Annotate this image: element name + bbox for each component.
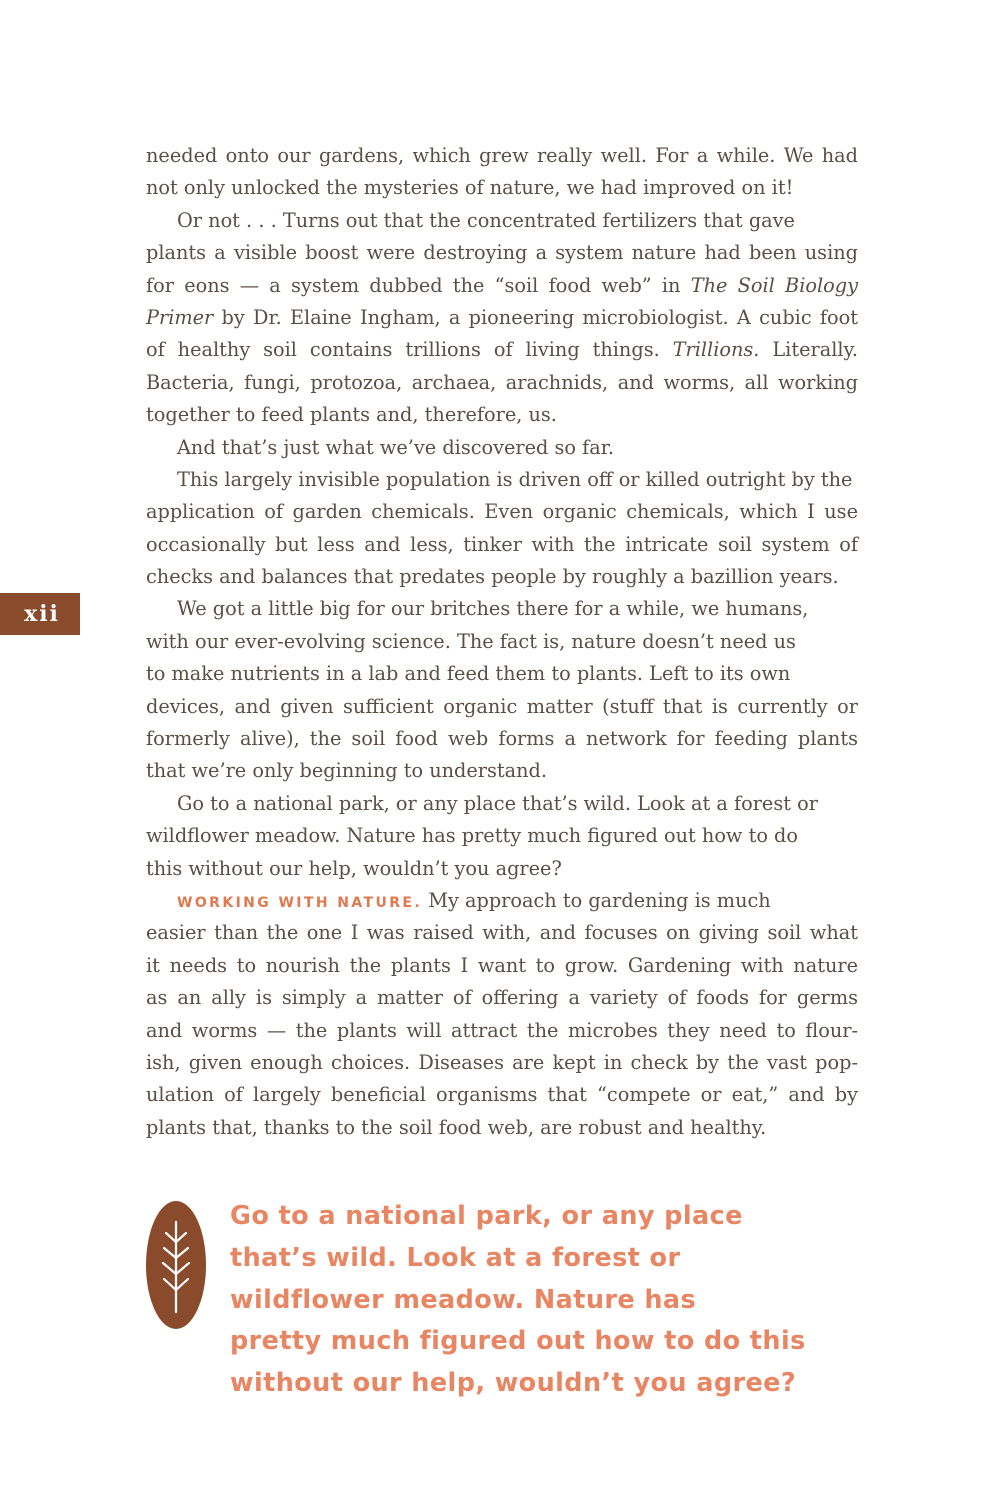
paragraph [146,464,858,594]
paragraph [146,140,858,205]
text-line: that we’re only beginning to understand. [146,759,548,783]
text-line: And that’s just what we’ve discovered so far. [177,435,615,459]
text-line: needed onto our gardens, which grew really well. For a while. We had [146,144,858,167]
text-line: formerly alive), the soil food web forms a network for feeding plants [146,727,858,751]
text-line: with our ever-evolving science. The fact is, nature doesn’t need us [146,629,796,653]
pullquote-line: without our help, wouldn’t you agree? [230,1368,797,1399]
text-line: ish, given enough choices. Diseases are kept in check by the vast pop- [146,1050,858,1074]
text-line: wildflower meadow. Nature has pretty much figured out how to do [146,824,799,848]
paragraph [146,788,858,885]
text-line: Primer by Dr. Elaine Ingham, a pioneering microbiologist. A cubic foot [146,305,858,329]
text-line: We got a little big for our britches there for a while, we humans, [177,597,809,621]
text-line: This largely invisible population is driven off or killed outright by the [177,467,853,491]
text-line: to make nutrients in a lab and feed them to plants. Left to its own [146,662,791,686]
text-line [146,885,858,917]
text-line: application of garden chemicals. Even organic chemicals, which I use [146,500,858,524]
paragraph [146,205,858,432]
text-line: and worms — the plants will attract the microbes they need to flour- [146,1018,858,1042]
paragraph [146,432,858,464]
text-line: plants a visible boost were destroying a system nature had been using [146,241,858,265]
text-line: easier than the one I was raised with, and focuses on giving soil what [146,921,858,945]
text-line: together to feed plants and, therefore, us. [146,403,557,427]
text-line: as an ally is simply a matter of offering a variety of foods for germs [146,986,858,1010]
text-line: not only unlocked the mysteries of nature, we had improved on it! [146,176,794,200]
pullquote-line: pretty much figured out how to do this [230,1326,806,1357]
leaf-icon [145,1200,207,1330]
text-line: this without our help, wouldn’t you agree? [146,856,562,880]
page-number-tab [0,593,80,635]
section-first-line: My approach to gardening is much [422,888,771,912]
pullquote-line: Go to a national park, or any place [230,1201,743,1231]
pullquote-line: that’s wild. Look at a forest or [230,1242,681,1273]
text-line: Go to a national park, or any place that’s wild. Look at a forest or [177,791,818,815]
page-number: xii [24,601,60,627]
pullquote [230,1196,870,1405]
text-line: it needs to nourish the plants I want to grow. Gardening with nature [146,953,858,977]
text-line: of healthy soil contains trillions of living things. Trillions. Literally. [146,338,858,362]
text-line: occasionally but less and less, tinker with the intricate soil system of [146,532,858,556]
paragraph [146,593,858,787]
pullquote-line: wildflower meadow. Nature has [230,1284,697,1315]
text-line: Or not . . . Turns out that the concentrated fertilizers that gave [177,208,795,232]
text-line: devices, and given sufficient organic matter (stuff that is currently or [146,694,858,718]
text-line: plants that, thanks to the soil food web, are robust and healthy. [146,1115,767,1139]
section-heading: WORKING WITH NATURE. [177,894,423,911]
text-line: for eons — a system dubbed the “soil food web” in The Soil Biology [146,273,858,297]
section-paragraph [146,885,858,1144]
text-line: checks and balances that predates people by roughly a bazillion years. [146,565,839,589]
body-text [146,140,858,1144]
text-line: Bacteria, fungi, protozoa, archaea, arachnids, and worms, all working [146,370,858,394]
text-line: ulation of largely beneficial organisms that “compete or eat,” and by [146,1083,858,1107]
